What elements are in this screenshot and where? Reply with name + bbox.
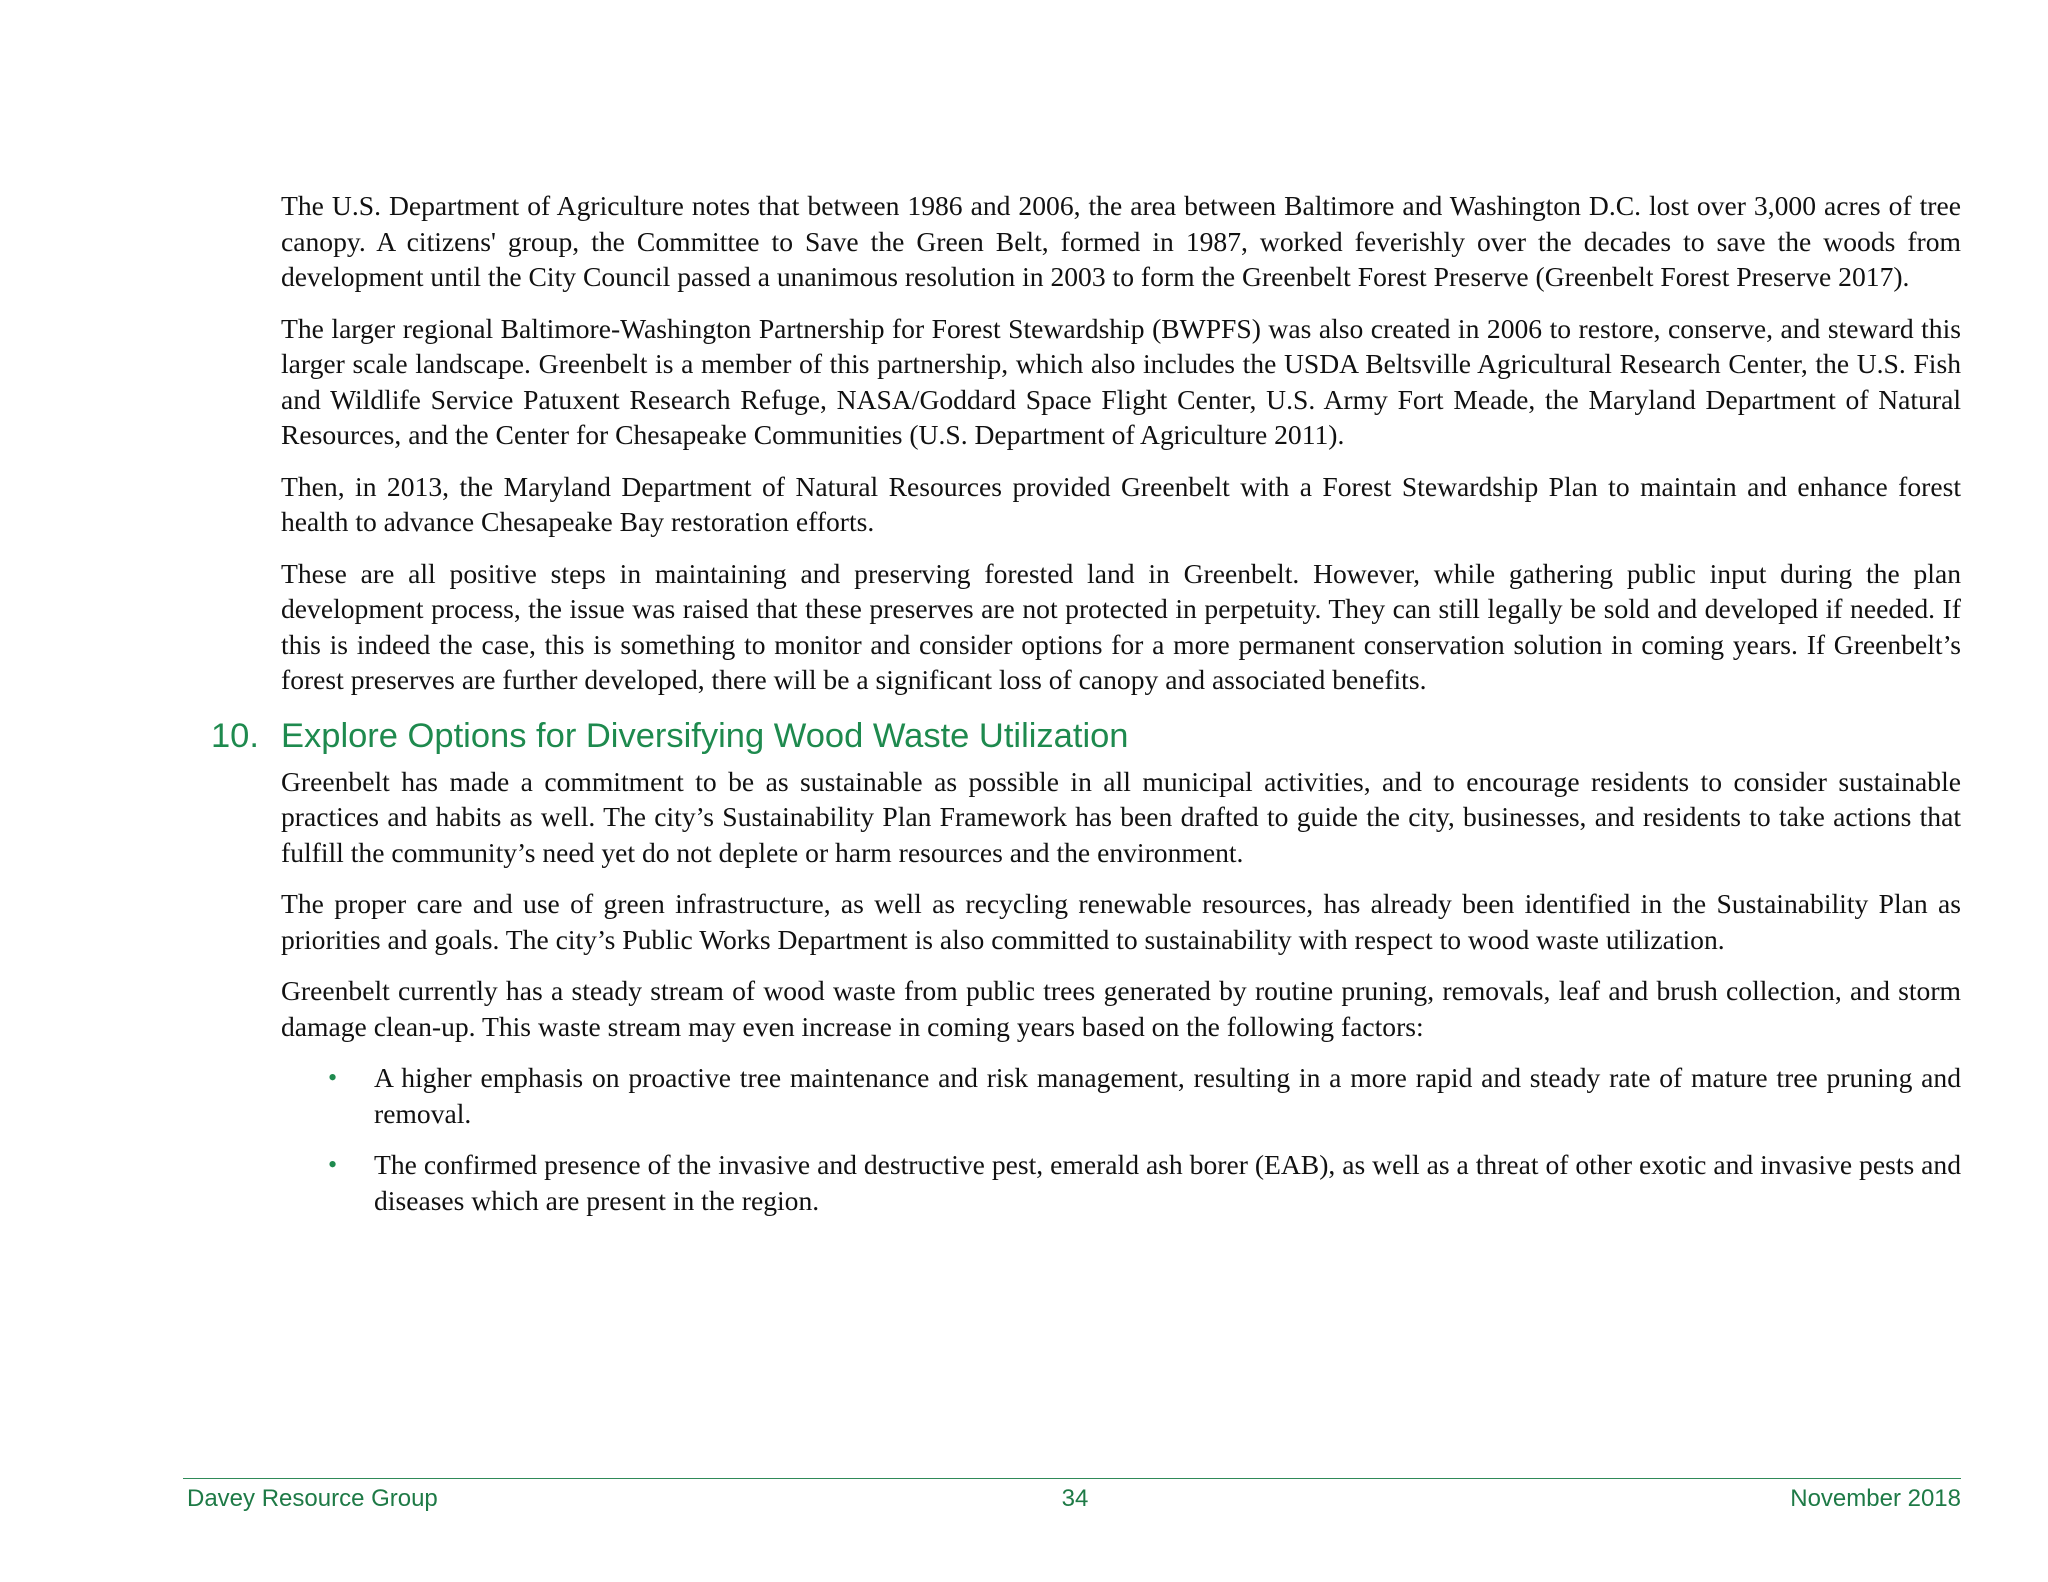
list-item bbox=[281, 1060, 1961, 1131]
factors-list bbox=[281, 1060, 1961, 1218]
page-body bbox=[211, 188, 1961, 1234]
paragraph-forest-stewardship-plan: Then, in 2013, the Maryland Department of Natural Resources provided Greenbelt with a Forest Stewardship Plan to maintain and enhance forest health to advance Chesapeake Bay restoration efforts. bbox=[281, 470, 1961, 537]
paragraph-sustainability-commitment: Greenbelt has made a commitment to be as sustainable as possible in all municipal activities, and to encourage residents to consider sustainable practices and habits as well. The city’s Sustainability Plan Framework has been drafted to guide the city, businesses, and residents to take actions that fulfill the community’s need yet do not deplete or harm resources and the environment. bbox=[281, 765, 1961, 868]
paragraph-bwpfs-partnership: The larger regional Baltimore-Washington Partnership for Forest Stewardship (BWPFS) was also created in 2006 to restore, conserve, and steward this larger scale landscape. Greenbelt is a member of this partnership, which also includes the USDA Beltsville Agricultural Research Center, the U.S. Fish and Wildlife Service Patuxent Research Refuge, NASA/Goddard Space Flight Center, U.S. Army Fort Meade, the Maryland Department of Natural Resources, and the Center for Chesapeake Communities (U.S. Department of Agriculture 2011). bbox=[281, 312, 1961, 450]
footer-date: November 2018 bbox=[1790, 1485, 1961, 1512]
section-heading bbox=[211, 714, 1961, 758]
list-item bbox=[281, 1147, 1961, 1218]
list-item-text: A higher emphasis on proactive tree maintenance and risk management, resulting in a more rapid and steady rate of mature tree pruning and removal. bbox=[374, 1062, 1961, 1129]
footer-page-number: 34 bbox=[1061, 1485, 1089, 1512]
paragraph-usda-canopy-loss: The U.S. Department of Agriculture notes that between 1986 and 2006, the area between Baltimore and Washington D.C. lost over 3,000 acres of tree canopy. A citizens' group, the Committee to Save the Green Belt, formed in 1987, worked feverishly over the decades to save the woods from development until the City Council passed a unanimous resolution in 2003 to form the Greenbelt Forest Preserve (Greenbelt Forest Preserve 2017). bbox=[281, 190, 1961, 292]
paragraph-green-infrastructure: The proper care and use of green infrastructure, as well as recycling renewable resources, has already been identified in the Sustainability Plan as priorities and goals. The city’s Public Works Department is also committed to sustainability with respect to wood waste utilization. bbox=[281, 888, 1961, 955]
footer-organization: Davey Resource Group bbox=[187, 1485, 438, 1512]
section-number: 10. bbox=[211, 716, 259, 755]
section-title: Explore Options for Diversifying Wood Waste Utilization bbox=[281, 716, 1129, 755]
bullet-icon: • bbox=[328, 1150, 338, 1179]
paragraph-wood-waste-stream: Greenbelt currently has a steady stream of wood waste from public trees generated by routine pruning, removals, leaf and brush collection, and storm damage clean-up. This waste stream may even increase in coming years based on the following factors: bbox=[281, 975, 1961, 1042]
footer-divider bbox=[183, 1478, 1961, 1479]
list-item-text: The confirmed presence of the invasive and destructive pest, emerald ash borer (EAB), as well as a threat of other exotic and invasive pests and diseases which are present in the region. bbox=[374, 1149, 1961, 1216]
bullet-icon: • bbox=[328, 1063, 338, 1092]
paragraph-preserves-perpetuity: These are all positive steps in maintaining and preserving forested land in Greenbelt. However, while gathering public input during the plan development process, the issue was raised that these preserves are not protected in perpetuity. They can still legally be sold and developed if needed. If this is indeed the case, this is something to monitor and consider options for a more permanent conservation solution in coming years. If Greenbelt’s forest preserves are further developed, there will be a significant loss of canopy and associated benefits. bbox=[281, 557, 1961, 695]
